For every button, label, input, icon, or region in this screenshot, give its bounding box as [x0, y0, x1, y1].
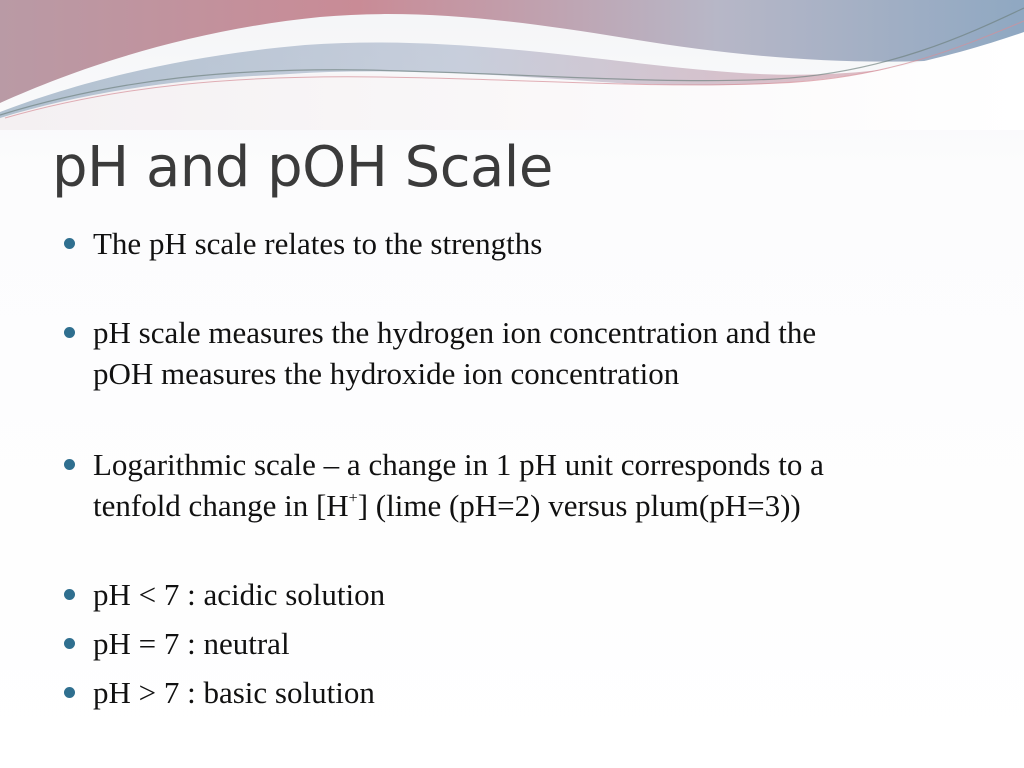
bullet-ph-poh-measures — [62, 312, 993, 394]
bullet-dot-icon — [64, 589, 75, 600]
bullet-dot-icon — [64, 238, 75, 249]
bullet-dot-icon — [64, 327, 75, 338]
bullet-ph-strength — [62, 223, 993, 264]
bullet-text-line-2 — [93, 485, 993, 526]
slide-title: pH and pOH Scale — [52, 135, 553, 200]
bullet-dot-icon — [64, 638, 75, 649]
bullet-logarithmic-scale — [62, 444, 993, 526]
bullet-text-line-1: pH scale measures the hydrogen ion concentration and the — [93, 315, 817, 350]
hydrogen-text-before: tenfold change in [H — [93, 488, 349, 523]
hydrogen-charge-superscript: + — [348, 489, 358, 507]
bullet-text: pH < 7 : acidic solution — [93, 577, 386, 612]
bullet-text-line-2: pOH measures the hydroxide ion concentration — [93, 356, 680, 391]
decorative-wave-banner — [0, 0, 1024, 130]
bullet-text-line-1: Logarithmic scale – a change in 1 pH unit corresponds to a — [93, 447, 824, 482]
bullet-dot-icon — [64, 459, 75, 470]
bullet-text: pH = 7 : neutral — [93, 626, 290, 661]
bullet-dot-icon — [64, 687, 75, 698]
hydrogen-text-after: ] (lime (pH=2) versus plum(pH=3)) — [357, 488, 801, 523]
bullet-acidic — [62, 574, 993, 615]
bullet-text: The pH scale relates to the strengths — [93, 226, 543, 261]
bullet-basic — [62, 672, 993, 713]
bullet-neutral — [62, 623, 993, 664]
bullet-text: pH > 7 : basic solution — [93, 675, 375, 710]
